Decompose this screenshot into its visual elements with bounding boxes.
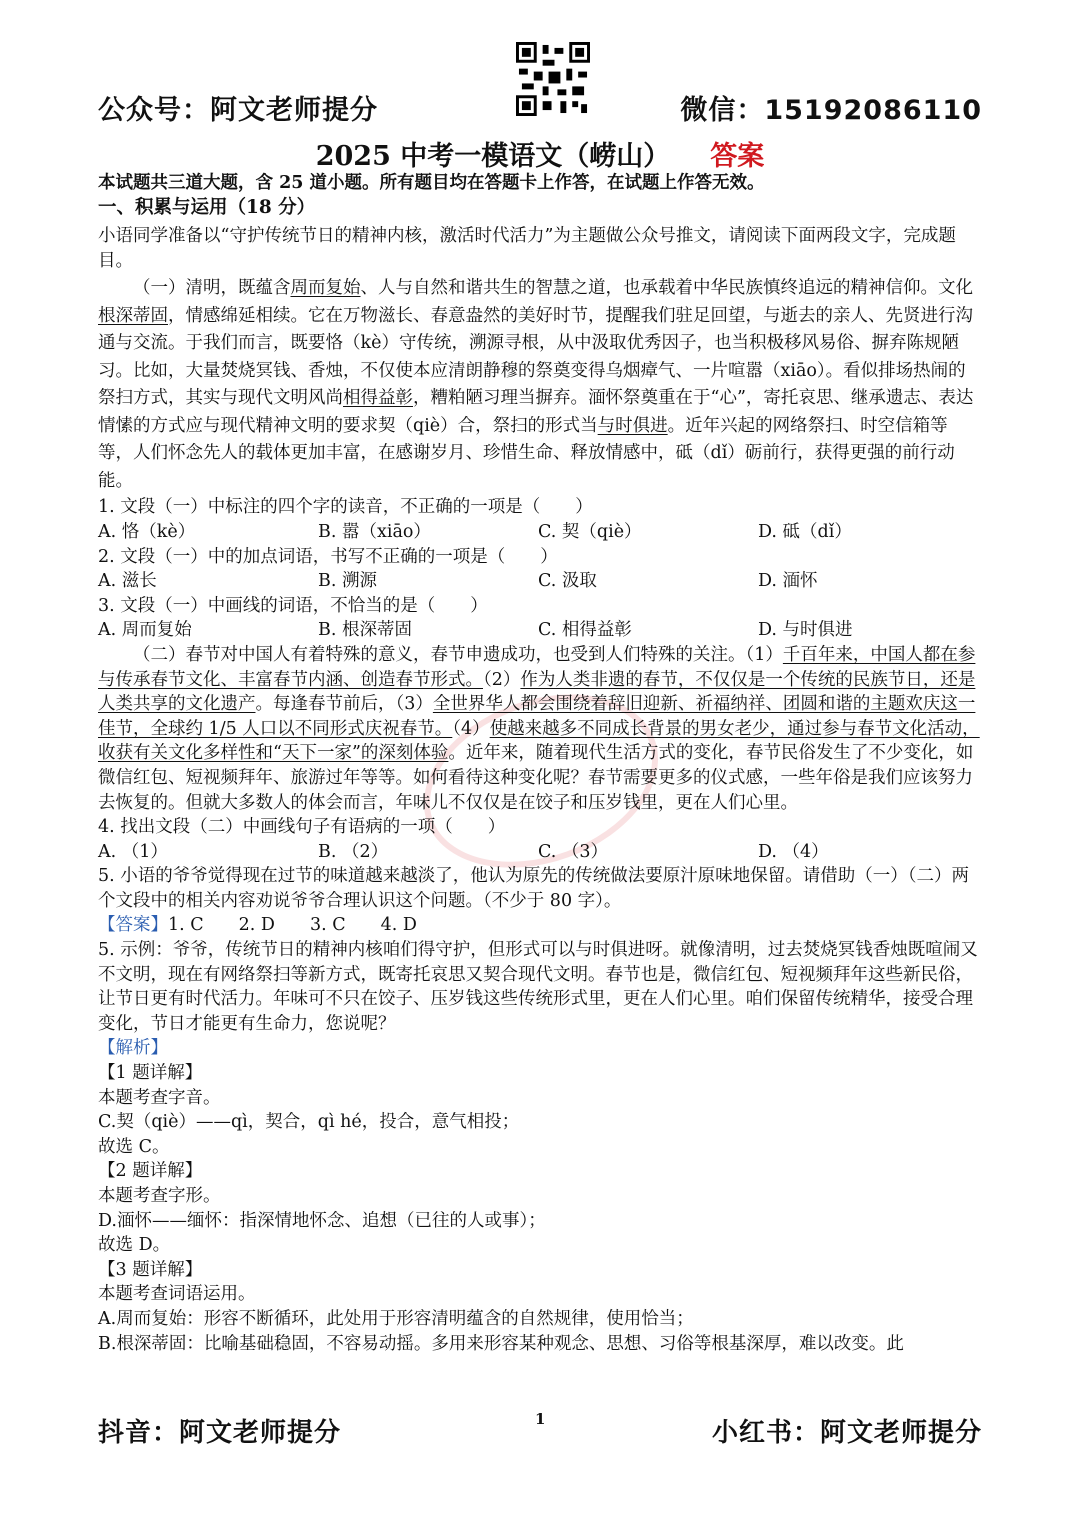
footer-left: 抖音：阿文老师提分 (98, 1418, 342, 1448)
detail-3-line: A.周而复始：形容不断循环，此处用于形容清明蕴含的自然规律，使用恰当； (98, 1308, 694, 1329)
analysis-label: 【解析】 (98, 1038, 168, 1059)
detail-2-line: 故选 D。 (98, 1235, 171, 1256)
lead-paragraph: 小语同学准备以“守护传统节日的精神内核，激活时代活力”为主题做公众号推文，请阅读下面两段文字，完成题目。 (98, 226, 956, 271)
page-title (0, 134, 1080, 173)
detail-1-line: 本题考查字音。 (98, 1087, 221, 1108)
passage-one: （一）清明，既蕴含周而复始、人与自然和谐共生的智慧之道，也承载着中华民族慎终追远的精神信仰。文化根深蒂固，情感绵延相续。它在万物滋长、春意盎然的美好时节，提醒我们驻足回望，与逝去的亲人、先贤进行沟通与交流。于我们而言，既要恪（kè）守传统，溯源寻根，从中汲取优秀因子，也当积极移风易俗、摒弃陈规陋习。比如，大量焚烧冥钱、香烛，不仅使本应清朗静穆的祭奠变得乌烟瘴气、一片喧嚣（xiāo）。看似排场热闹的祭扫方式，其实与现代文明风尚相得益彰，糟粕陋习理当摒弃。湎怀祭奠重在于“心”，寄托哀思、继承遗志、表达情愫的方式应与现代精神文明的要求契（qiè）合，祭扫的形式当与时俱进。近年兴起的网络祭扫、时空信箱等等，人们怀念先人的载体更加丰富，在感谢岁月、珍惜生命、释放情感中，砥（dǐ）砺前行，获得更强的前行动能。 (98, 278, 974, 491)
question-1-options: A. 恪（kè） B. 嚣（xiāo） C. 契（qiè） D. 砥（dǐ） (98, 521, 852, 542)
document-body (98, 171, 982, 1356)
question-5: 5. 小语的爷爷觉得现在过节的味道越来越淡了，他认为原先的传统做法要原汁原味地保留。请借助（一）（二）两个文段中的相关内容劝说爷爷合理认识这个问题。（不少于 80 字）。 (98, 866, 970, 911)
answer-5: 5. 示例：爷爷，传统节日的精神内核咱们得守护，但形式可以与时俱进呀。就像清明，过去焚烧冥钱香烛既喧闹又不文明，现在有网络祭扫等新方式，既寄托哀思又契合现代文明。春节也是，微信红包、短视频拜年这些新民俗，让节日更有时代活力。年味可不只在饺子、压岁钱这些传统形式里，更在人们心里。咱们保留传统精华，接受合理变化，节日才能更有生命力，您说呢？ (98, 940, 978, 1034)
question-4: 4. 找出文段（二）中画线句子有语病的一项（ ） (98, 817, 506, 838)
passage-two: （二）春节对中国人有着特殊的意义，春节申遗成功，也受到人们特殊的关注。（1）千百年来，中国人都在参与传承春节文化、丰富春节内涵、创造春节形式。（2）作为人类非遗的春节，不仅仅是一个传统的民族节日，还是人类共享的文化遗产。每逢春节前后，（3）全世界华人都会围绕着辞旧迎新、祈福纳祥、团圆和谐的主题欢庆这一佳节，全球约 1/5 人口以不同形式庆祝春节。（4）使越来越多不同成长背景的男女老少，通过参与春节文化活动，收获有关文化多样性和“天下一家”的深刻体验。近年来，随着现代生活方式的变化，春节民俗发生了不少变化，如微信红包、短视频拜年、旅游过年等等。如何看待这种变化呢？春节需要更多的仪式感，一些年俗是我们应该努力去恢复的。但就大多数人的体会而言，年味儿不仅仅是在饺子和压岁钱里，更在人们心里。 (98, 644, 980, 813)
detail-3-head: 【3 题详解】 (98, 1259, 203, 1280)
title-answer-tag: 答案 (710, 141, 765, 172)
header-left: 公众号：阿文老师提分 (98, 95, 378, 126)
footer-right: 小红书：阿文老师提分 (711, 1418, 982, 1448)
qr-code-icon (516, 42, 590, 116)
detail-1-line: 故选 C。 (98, 1136, 170, 1157)
question-3: 3. 文段（一）中画线的词语，不恰当的是（ ） (98, 595, 488, 616)
detail-2-head: 【2 题详解】 (98, 1161, 203, 1182)
intro: 本试题共三道大题，含 25 道小题。所有题目均在答题卡上作答，在试题上作答无效。 (98, 173, 765, 193)
question-2: 2. 文段（一）中的加点词语，书写不正确的一项是（ ） (98, 546, 558, 567)
answer-line: 【答案】1. C 2. D 3. C 4. D (98, 915, 417, 936)
detail-1-line: C.契（qiè）——qì，契合，qì hé，投合，意气相投； (98, 1112, 520, 1133)
question-4-options: A. （1） B. （2） C. （3） D. （4） (98, 841, 829, 862)
title-main: 2025 中考一模语文（崂山） (315, 141, 671, 172)
page-number: 1 (535, 1410, 546, 1428)
question-2-options: A. 滋长 B. 溯源 C. 汲取 D. 湎怀 (98, 571, 818, 592)
detail-2-line: 本题考查字形。 (98, 1186, 221, 1206)
detail-2-line: D.湎怀——缅怀：指深情地怀念、追想（已往的人或事）； (98, 1210, 546, 1231)
detail-1-head: 【1 题详解】 (98, 1063, 203, 1084)
question-1: 1. 文段（一）中标注的四个字的读音，不正确的一项是（ ） (98, 497, 593, 518)
detail-3-line: 本题考查词语运用。 (98, 1284, 256, 1305)
section-heading: 一、积累与运用（18 分） (98, 196, 316, 218)
detail-3-line: B.根深蒂固：比喻基础稳固，不容易动摇。多用来形容某种观念、思想、习俗等根基深厚，难以改变。此 (98, 1333, 904, 1354)
header-right: 微信：15192086110 (680, 95, 982, 126)
question-3-options: A. 周而复始 B. 根深蒂固 C. 相得益彰 D. 与时俱进 (98, 620, 853, 641)
